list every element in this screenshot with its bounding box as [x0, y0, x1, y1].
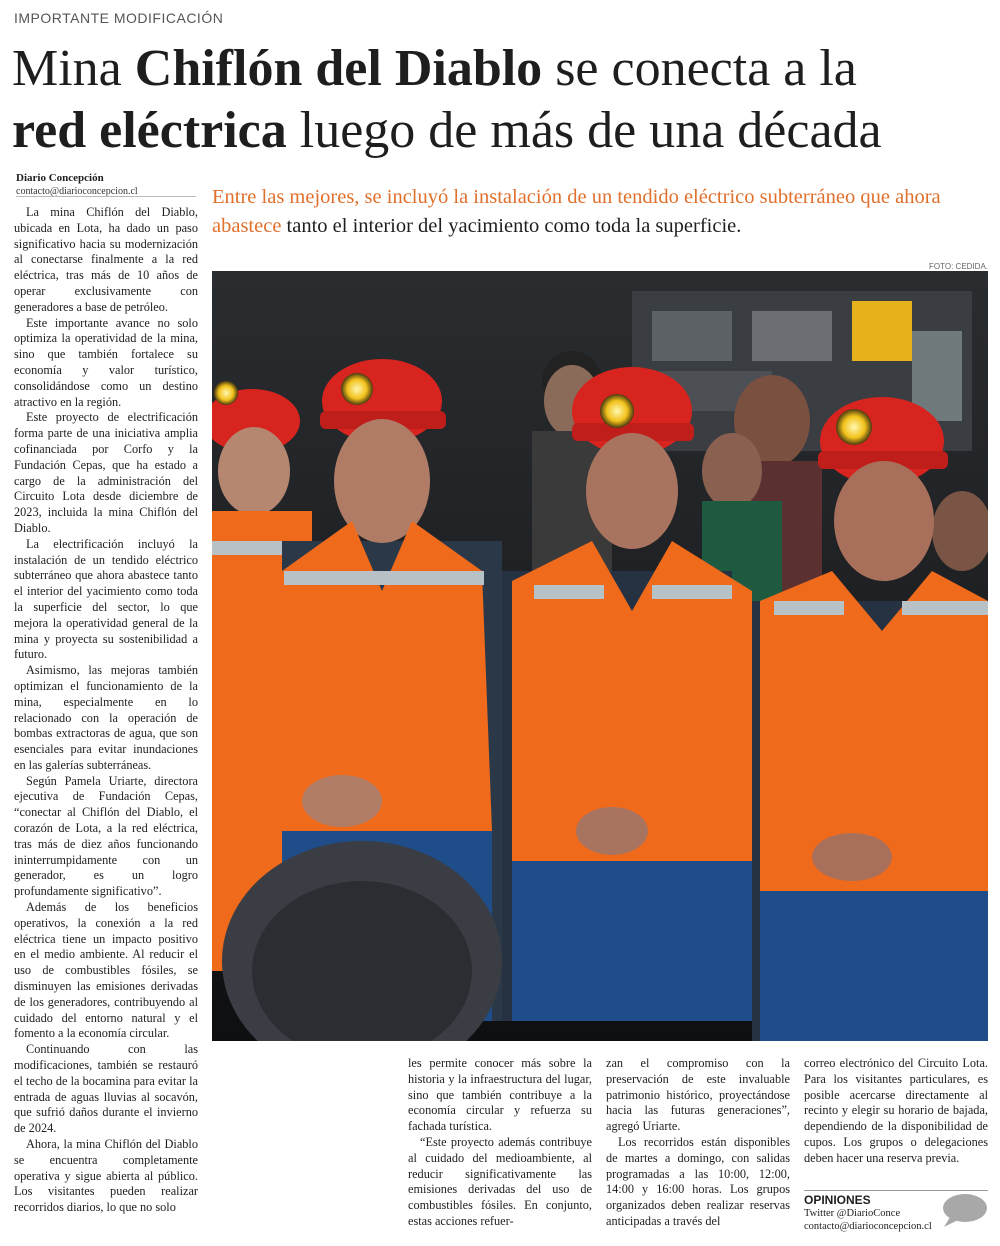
- paragraph: Los recorridos están disponibles de martes a domingo, con salidas programadas a las 10:00, 12:00, 14:00 y 16:00 horas. Los grupos organizados deben realizar reservas anticipadas a través del: [606, 1134, 790, 1228]
- photo-credit: FOTO: CEDIDA.: [929, 262, 988, 271]
- paragraph: La mina Chiflón del Diablo, ubicada en Lota, ha dado un paso significativo hacia su modernización al conectarse finalmente a la red eléctrica, tras más de 10 años de operar exclusivamente con generadores a base de petróleo.: [14, 205, 198, 314]
- paragraph: Según Pamela Uriarte, directora ejecutiva de Fundación Cepas, “conectar al Chiflón del Diablo, el corazón de Lota, a la red eléctrica, tras más de diez años funcionando ininterrumpidamente con un generador, es un logro profundamente significativo”.: [14, 773, 198, 899]
- headline-part: luego de más de una década: [286, 102, 882, 159]
- paragraph: Continuando con las modificaciones, también se restauró el techo de la bocamina para evitar la entrada de aguas lluvias al socavón, que sufrió daños durante el invierno de 2024.: [14, 1042, 198, 1136]
- paragraph: “Este proyecto además contribuye al cuidado del medioambiente, al reducir significativamente las emisiones derivadas del uso de combustibles fósiles. En conjunto, estas acciones refuer-: [408, 1134, 592, 1228]
- byline-author: Diario Concepción: [16, 172, 104, 184]
- miners-photo: [212, 271, 988, 1041]
- speech-bubble-icon: [940, 1193, 988, 1229]
- divider: [16, 196, 196, 197]
- headline-bold-part: red eléctrica: [12, 102, 287, 159]
- headline-part: se conecta a la: [542, 40, 857, 97]
- paragraph: Este importante avance no solo optimiza la operatividad de la mina, sino que también fortalece su economía y valor turístico, consolidándose como un destino atractivo en la región.: [14, 315, 198, 409]
- article-column-1: [14, 205, 198, 1216]
- miners-illustration: [212, 271, 988, 1041]
- opinions-box: [804, 1194, 954, 1233]
- twitter-handle[interactable]: Twitter @DiarioConce: [804, 1208, 901, 1219]
- headline-part: Mina: [12, 40, 135, 97]
- byline-email[interactable]: contacto@diarioconcepcion.cl: [16, 186, 138, 197]
- section-kicker: IMPORTANTE MODIFICACIÓN: [14, 10, 224, 26]
- paragraph: zan el compromiso con la preservación de este invaluable patrimonio histórico, proyectándose hacia las futuras generaciones”, agregó Uriarte.: [606, 1056, 790, 1134]
- subheadline-rest: tanto el interior del yacimiento como toda la superficie.: [281, 215, 742, 237]
- paragraph: correo electrónico del Circuito Lota. Para los visitantes particulares, es posible acercarse directamente al recinto y elegir su horario de bajada, dependiendo de la disponibilidad de cupos. Los grupos o delegaciones deben hacer una reserva previa.: [804, 1056, 988, 1165]
- byline: [16, 172, 196, 198]
- headline-bold-part: Chiflón del Diablo: [134, 40, 543, 97]
- article-column-3: [606, 1056, 790, 1230]
- article-column-2: [408, 1056, 592, 1230]
- paragraph: Ahora, la mina Chiflón del Diablo se encuentra completamente operativa y sigue abierta al público. Los visitantes pueden realizar recorridos diarios, lo que no solo: [14, 1137, 198, 1215]
- headline: [12, 38, 992, 162]
- paragraph: Este proyecto de electrificación forma parte de una iniciativa amplia cofinanciada por Corfo y la Fundación Cepas, que ha estado a cargo de la administración del Circuito Lota desde diciembre de 2023, incluida la mina Chiflón del Diablo.: [14, 410, 198, 535]
- contact-email[interactable]: contacto@diarioconcepcion.cl: [804, 1221, 932, 1232]
- article-column-4: [804, 1056, 988, 1167]
- subheadline: [212, 183, 992, 241]
- paragraph: La electrificación incluyó la instalación de un tendido eléctrico subterráneo que ahora abastece tanto el interior del yacimiento como toda la superficie del sector, lo que mejora la operatividad general de la mina y proyecta su sostenibilidad a futuro.: [14, 536, 198, 662]
- paragraph: Asimismo, las mejoras también optimizan el funcionamiento de la mina, especialmente en lo relacionado con la operación de bombas extractoras de agua, que son esenciales para evitar inundaciones en las galerías subterráneas.: [14, 663, 198, 772]
- paragraph: Además de los beneficios operativos, la conexión a la red eléctrica tiene un impacto positivo en el medio ambiente. Al reducir el uso de combustibles fósiles, se disminuyen las emisiones derivadas de los generadores, contribuyendo al cuidado del entorno natural y el fomento a la economía circular.: [14, 900, 198, 1041]
- divider: [804, 1190, 988, 1191]
- paragraph: les permite conocer más sobre la historia y la infraestructura del lugar, sino que también contribuye a la economía circular y refuerza su fachada turística.: [408, 1056, 592, 1134]
- opinions-title: OPINIONES: [804, 1193, 871, 1207]
- subheadline-accent: Entre las mejores, se incluyó la instalación de un tendido eléctrico subterráneo que ahora abastece: [212, 186, 941, 237]
